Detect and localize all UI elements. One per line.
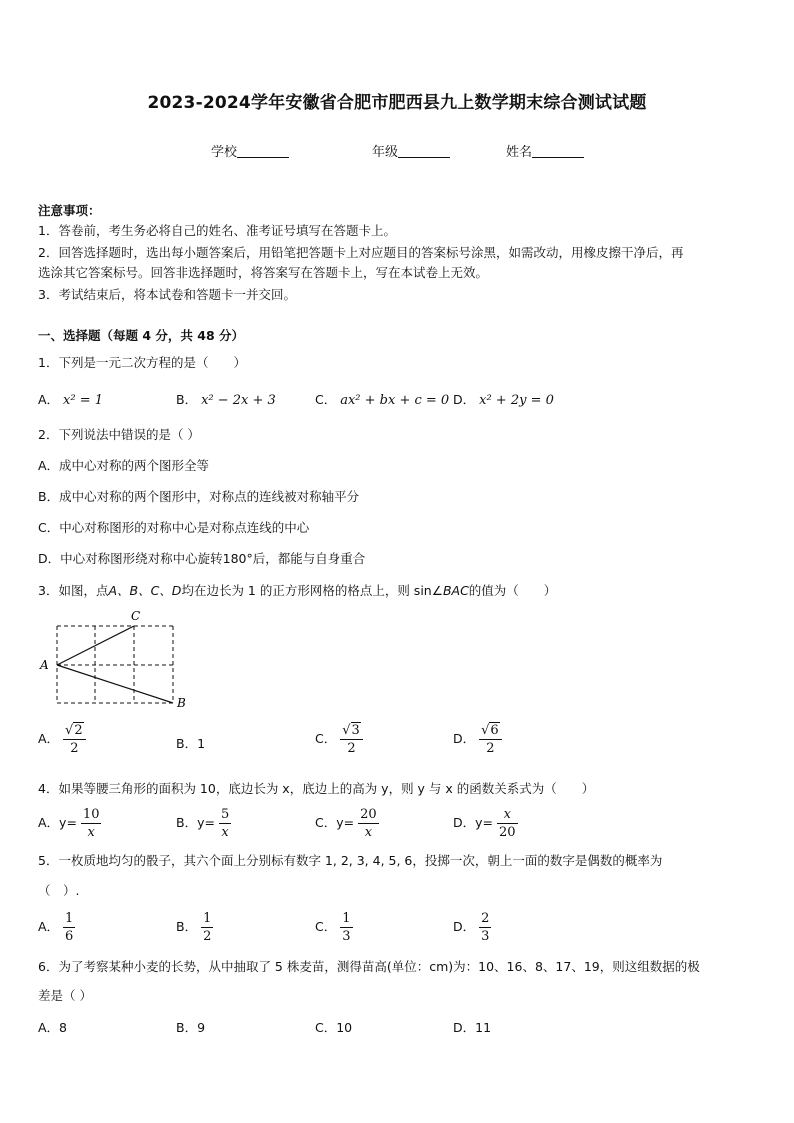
notice-item-1: 1．答卷前，考生务必将自己的姓名、准考证号填写在答题卡上。 (38, 223, 396, 238)
q5-stem: 5．一枚质地均匀的骰子，其六个面上分别标有数字 1, 2, 3, 4, 5, 6，投掷一次，朝上一面的数字是偶数的概率为 (38, 853, 663, 868)
school-label: 学校 (211, 145, 238, 160)
q3-option-d[interactable]: D． $\frac{√6}{2}$ (453, 722, 502, 757)
q1-option-b[interactable]: B． x² − 2x + 3 (176, 392, 276, 408)
q3-segment-ab (57, 665, 173, 703)
q4-option-b[interactable]: B．y= $\frac{5}{x}$ (176, 807, 230, 840)
q1-stem: 1．下列是一元二次方程的是（ ） (38, 355, 246, 370)
notice-item-2: 2．回答选择题时，选出每小题答案后，用铅笔把答题卡上对应题目的答案标号涂黑，如需改动，用橡皮擦干净后，再 (38, 245, 684, 260)
q1-option-a[interactable]: A． x² = 1 (38, 392, 104, 408)
q5-c-fraction: $\frac{1}{3}$ (342, 911, 351, 944)
notice-item-2-cont: 选涂其它答案标号。回答非选择题时，将答案写在答题卡上，写在本试卷上无效。 (38, 265, 489, 280)
q6-option-a[interactable]: A．8 (38, 1020, 68, 1035)
q3-a-fraction: $\frac{√2}{2}$ (63, 722, 86, 757)
q3-c-fraction: $\frac{√3}{2}$ (340, 722, 363, 757)
q5-option-a[interactable]: A． $\frac{1}{6}$ (38, 911, 74, 944)
q2-option-b[interactable]: B．成中心对称的两个图形中，对称点的连线被对称轴平分 (38, 489, 360, 504)
q1-c-expr: ax² + bx + c = 0 (340, 393, 450, 408)
q5-a-fraction: $\frac{1}{6}$ (65, 911, 74, 944)
q2-stem: 2．下列说法中错误的是（ ） (38, 427, 200, 442)
q1-d-expr: x² + 2y = 0 (479, 393, 554, 408)
name-field[interactable] (506, 141, 584, 160)
q3-grid-figure (36, 606, 196, 710)
q3-label-c: C (131, 609, 141, 623)
q4-d-fraction: $\frac{x}{20}$ (498, 807, 516, 840)
school-field[interactable] (211, 141, 289, 160)
q4-stem: 4．如果等腰三角形的面积为 10，底边长为 x，底边上的高为 y，则 y 与 x 的函数关系式为（ ） (38, 781, 595, 796)
grade-blank[interactable] (398, 144, 450, 158)
q3-stem: 3．如图，点A、B、C、D均在边长为 1 的正方形网格的格点上，则 sin∠BAC的值为（ ） (38, 583, 557, 598)
q6-option-c[interactable]: C．10 (315, 1020, 353, 1035)
notice-heading: 注意事项： (38, 203, 101, 218)
q5-option-b[interactable]: B． $\frac{1}{2}$ (176, 911, 212, 944)
grade-label: 年级 (372, 145, 399, 160)
q5-d-fraction: $\frac{2}{3}$ (481, 911, 490, 944)
q4-option-c[interactable]: C．y= $\frac{20}{x}$ (315, 807, 377, 840)
q6-stem: 6．为了考察某种小麦的长势，从中抽取了 5 株麦苗，测得苗高(单位：cm)为：10、16、8、17、19，则这组数据的极 (38, 959, 700, 974)
q6-option-d[interactable]: D．11 (453, 1020, 492, 1035)
q3-d-fraction: $\frac{√6}{2}$ (479, 722, 502, 757)
school-blank[interactable] (237, 144, 289, 158)
q1-b-expr: x² − 2x + 3 (201, 393, 276, 408)
q5-b-fraction: $\frac{1}{2}$ (203, 911, 212, 944)
q1-option-d[interactable]: D． x² + 2y = 0 (453, 392, 554, 408)
q2-option-c[interactable]: C．中心对称图形的对称中心是对称点连线的中心 (38, 520, 310, 535)
notice-item-3: 3．考试结束后，将本试卷和答题卡一并交回。 (38, 287, 296, 302)
q4-option-d[interactable]: D．y= $\frac{x}{20}$ (453, 807, 516, 840)
q5-stem-cont: （ ）. (38, 883, 80, 898)
q4-option-a[interactable]: A．y= $\frac{10}{x}$ (38, 807, 100, 840)
q3-grid-lines (57, 626, 173, 703)
q4-b-fraction: $\frac{5}{x}$ (220, 807, 230, 840)
q5-option-d[interactable]: D． $\frac{2}{3}$ (453, 911, 490, 944)
q3-option-b[interactable]: B．1 (176, 736, 206, 751)
q1-option-c[interactable]: C． ax² + bx + c = 0 (315, 392, 450, 408)
q1-a-expr: x² = 1 (63, 393, 104, 408)
q4-c-fraction: $\frac{20}{x}$ (360, 807, 377, 840)
name-blank[interactable] (532, 144, 584, 158)
q5-option-c[interactable]: C． $\frac{1}{3}$ (315, 911, 351, 944)
q4-a-fraction: $\frac{10}{x}$ (82, 807, 100, 840)
q3-label-a: A (40, 658, 49, 672)
q3-option-a[interactable]: A． $\frac{√2}{2}$ (38, 722, 86, 757)
name-label: 姓名 (506, 145, 533, 160)
q3-label-b: B (177, 696, 186, 710)
q6-option-b[interactable]: B．9 (176, 1020, 206, 1035)
page-title: 2023-2024学年安徽省合肥市肥西县九上数学期末综合测试试题 (147, 93, 647, 113)
q2-option-d[interactable]: D．中心对称图形绕对称中心旋转180°后，都能与自身重合 (38, 551, 366, 566)
q3-segment-ac (57, 626, 134, 665)
q6-stem-cont: 差是（ ） (38, 988, 92, 1003)
q2-option-a[interactable]: A．成中心对称的两个图形全等 (38, 458, 210, 473)
grade-field[interactable] (372, 141, 450, 160)
section-heading: 一、选择题（每题 4 分，共 48 分） (38, 328, 245, 343)
q3-option-c[interactable]: C． $\frac{√3}{2}$ (315, 722, 363, 757)
